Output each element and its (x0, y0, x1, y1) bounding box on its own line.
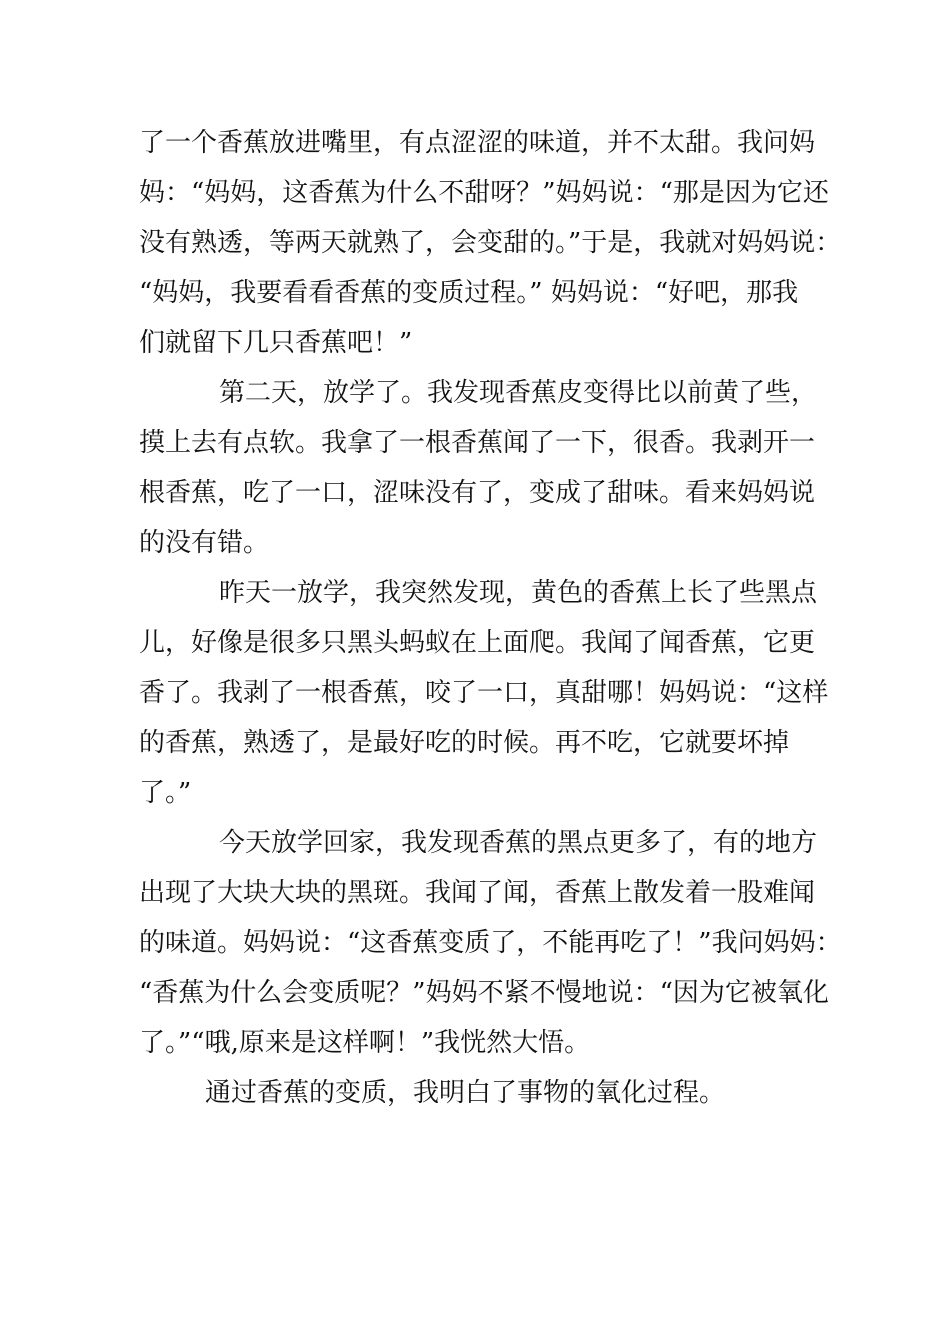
text-line: 第二天，放学了。我发现香蕉皮变得比以前黄了些， (219, 378, 818, 408)
text-line: 了。”“哦,原来是这样啊！”我恍然大悟。 (139, 1028, 591, 1058)
text-line: 儿，好像是很多只黑头蚂蚁在上面爬。我闻了闻香蕉，它更 (139, 628, 816, 658)
text-line: 的味道。妈妈说：“这香蕉变质了，不能再吃了！”我问妈妈： (139, 928, 842, 958)
text-line: 没有熟透，等两天就熟了，会变甜的。”于是，我就对妈妈说： (139, 228, 842, 258)
text-line: 根香蕉，吃了一口，涩味没有了，变成了甜味。看来妈妈说 (139, 478, 816, 508)
text-line: 们就留下几只香蕉吧！” (139, 328, 413, 358)
text-line: 了。” (139, 778, 192, 808)
text-line: “香蕉为什么会变质呢？”妈妈不紧不慢地说：“因为它被氧化 (139, 978, 829, 1008)
text-line: 了一个香蕉放进嘴里，有点涩涩的味道，并不太甜。我问妈 (139, 128, 816, 158)
text-line: 出现了大块大块的黑斑。我闻了闻，香蕉上散发着一股难闻 (139, 878, 816, 908)
text-line: 通过香蕉的变质，我明白了事物的氧化过程。 (205, 1078, 726, 1108)
text-line: “妈妈，我要看看香蕉的变质过程。” 妈妈说：“好吧，那我 (139, 278, 799, 308)
text-line: 的没有错。 (139, 528, 270, 558)
text-line: 昨天一放学，我突然发现，黄色的香蕉上长了些黑点 (219, 578, 818, 608)
essay-body (139, 118, 842, 1118)
paragraph-3 (139, 568, 839, 818)
paragraph-4 (139, 818, 842, 1068)
text-line: 香了。我剥了一根香蕉，咬了一口，真甜哪！妈妈说：“这样 (139, 678, 829, 708)
text-line: 摸上去有点软。我拿了一根香蕉闻了一下，很香。我剥开一 (139, 428, 816, 458)
text-line: 今天放学回家，我发现香蕉的黑点更多了，有的地方 (219, 828, 818, 858)
paragraph-5 (139, 1068, 839, 1118)
paragraph-1 (139, 118, 842, 368)
text-line: 妈：“妈妈，这香蕉为什么不甜呀？”妈妈说：“那是因为它还 (139, 178, 829, 208)
paragraph-2 (139, 368, 839, 568)
text-line: 的香蕉，熟透了，是最好吃的时候。再不吃，它就要坏掉 (139, 728, 790, 758)
